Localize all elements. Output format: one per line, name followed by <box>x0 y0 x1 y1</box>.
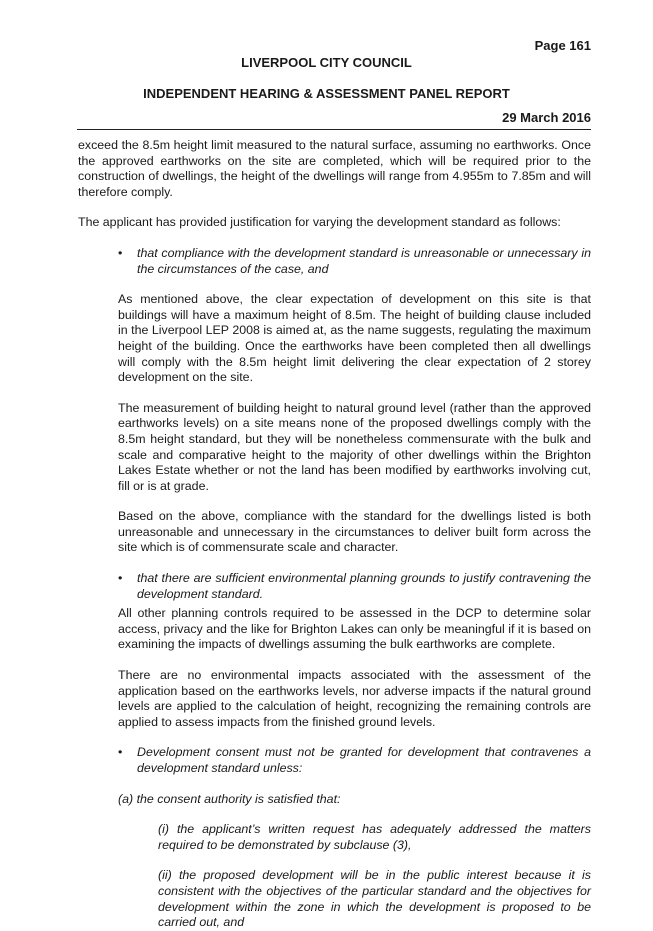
header-divider <box>77 129 591 130</box>
document-body <box>78 138 591 931</box>
council-name: LIVERPOOL CITY COUNCIL <box>241 55 412 70</box>
bullet-compliance-unreasonable: • that compliance with the development standard is unreasonable or unnecessary in the circumstances of the case, and <box>137 246 591 277</box>
bullet-environmental-grounds: • that there are sufficient environmental planning grounds to justify contravening the development standard. <box>137 571 591 602</box>
paragraph-justification-intro: The applicant has provided justification for varying the development standard as follows: <box>78 215 561 230</box>
page-number: Page 161 <box>534 38 591 53</box>
paragraph-measurement: The measurement of building height to natural ground level (rather than the approved earthworks levels) on a site means none of the proposed dwellings comply with the 8.5m height standard, but they will be nonetheless commensurate with the bulk and scale and comparative height to the majority of other dwellings within the Brighton Lakes Estate whether or not the land has been modified by earthworks involving cut, fill or is at grade. <box>118 400 591 493</box>
paragraph-planning-controls: All other planning controls required to be assessed in the DCP to determine solar access, privacy and the like for Brighton Lakes can only be meaningful if it is based on examining the impacts of dwellings assuming the bulk earthworks are complete. <box>118 606 591 652</box>
report-title: INDEPENDENT HEARING & ASSESSMENT PANEL REPORT <box>143 86 510 101</box>
subclause-i: (i) the applicant’s written request has adequately addressed the matters required to be demonstrated by subclause (3), <box>158 822 591 852</box>
report-date: 29 March 2016 <box>502 110 591 125</box>
paragraph-based-on-above: Based on the above, compliance with the standard for the dwellings listed is both unreasonable and unnecessary in the circumstances to deliver built form across the site which is of commensurate scale and character. <box>118 509 591 555</box>
paragraph-height-limit: exceed the 8.5m height limit measured to the natural surface, assuming no earthworks. Once the approved earthworks on the site are completed, which will be required prior to the construction of dwellings, the height of the dwellings will range from 4.955m to 7.85m and will therefore comply. <box>78 138 591 199</box>
paragraph-clear-expectation: As mentioned above, the clear expectation of development on this site is that buildings will have a maximum height of 8.5m. The height of building clause included in the Liverpool LEP 2008 is aimed at, as the name suggests, regulating the maximum height of the building. Once the earthworks have been completed then all dwellings will comply with the 8.5m height limit delivering the clear expectation of 2 storey development on the site. <box>118 292 591 385</box>
subclause-ii: (ii) the proposed development will be in the public interest because it is consistent with the objectives of the particular standard and the objectives for development within the zone in which the development is proposed to be carried out, and <box>158 868 591 930</box>
subclause-a: (a) the consent authority is satisfied that: <box>118 791 341 806</box>
paragraph-no-impacts: There are no environmental impacts associated with the assessment of the application based on the earthworks levels, nor adverse impacts if the natural ground levels are applied to the calculation of height, recognizing the remaining controls are applied to assess impacts from the finished ground levels. <box>118 668 591 729</box>
bullet-development-consent: • Development consent must not be granted for development that contravenes a development standard unless: <box>137 745 591 776</box>
